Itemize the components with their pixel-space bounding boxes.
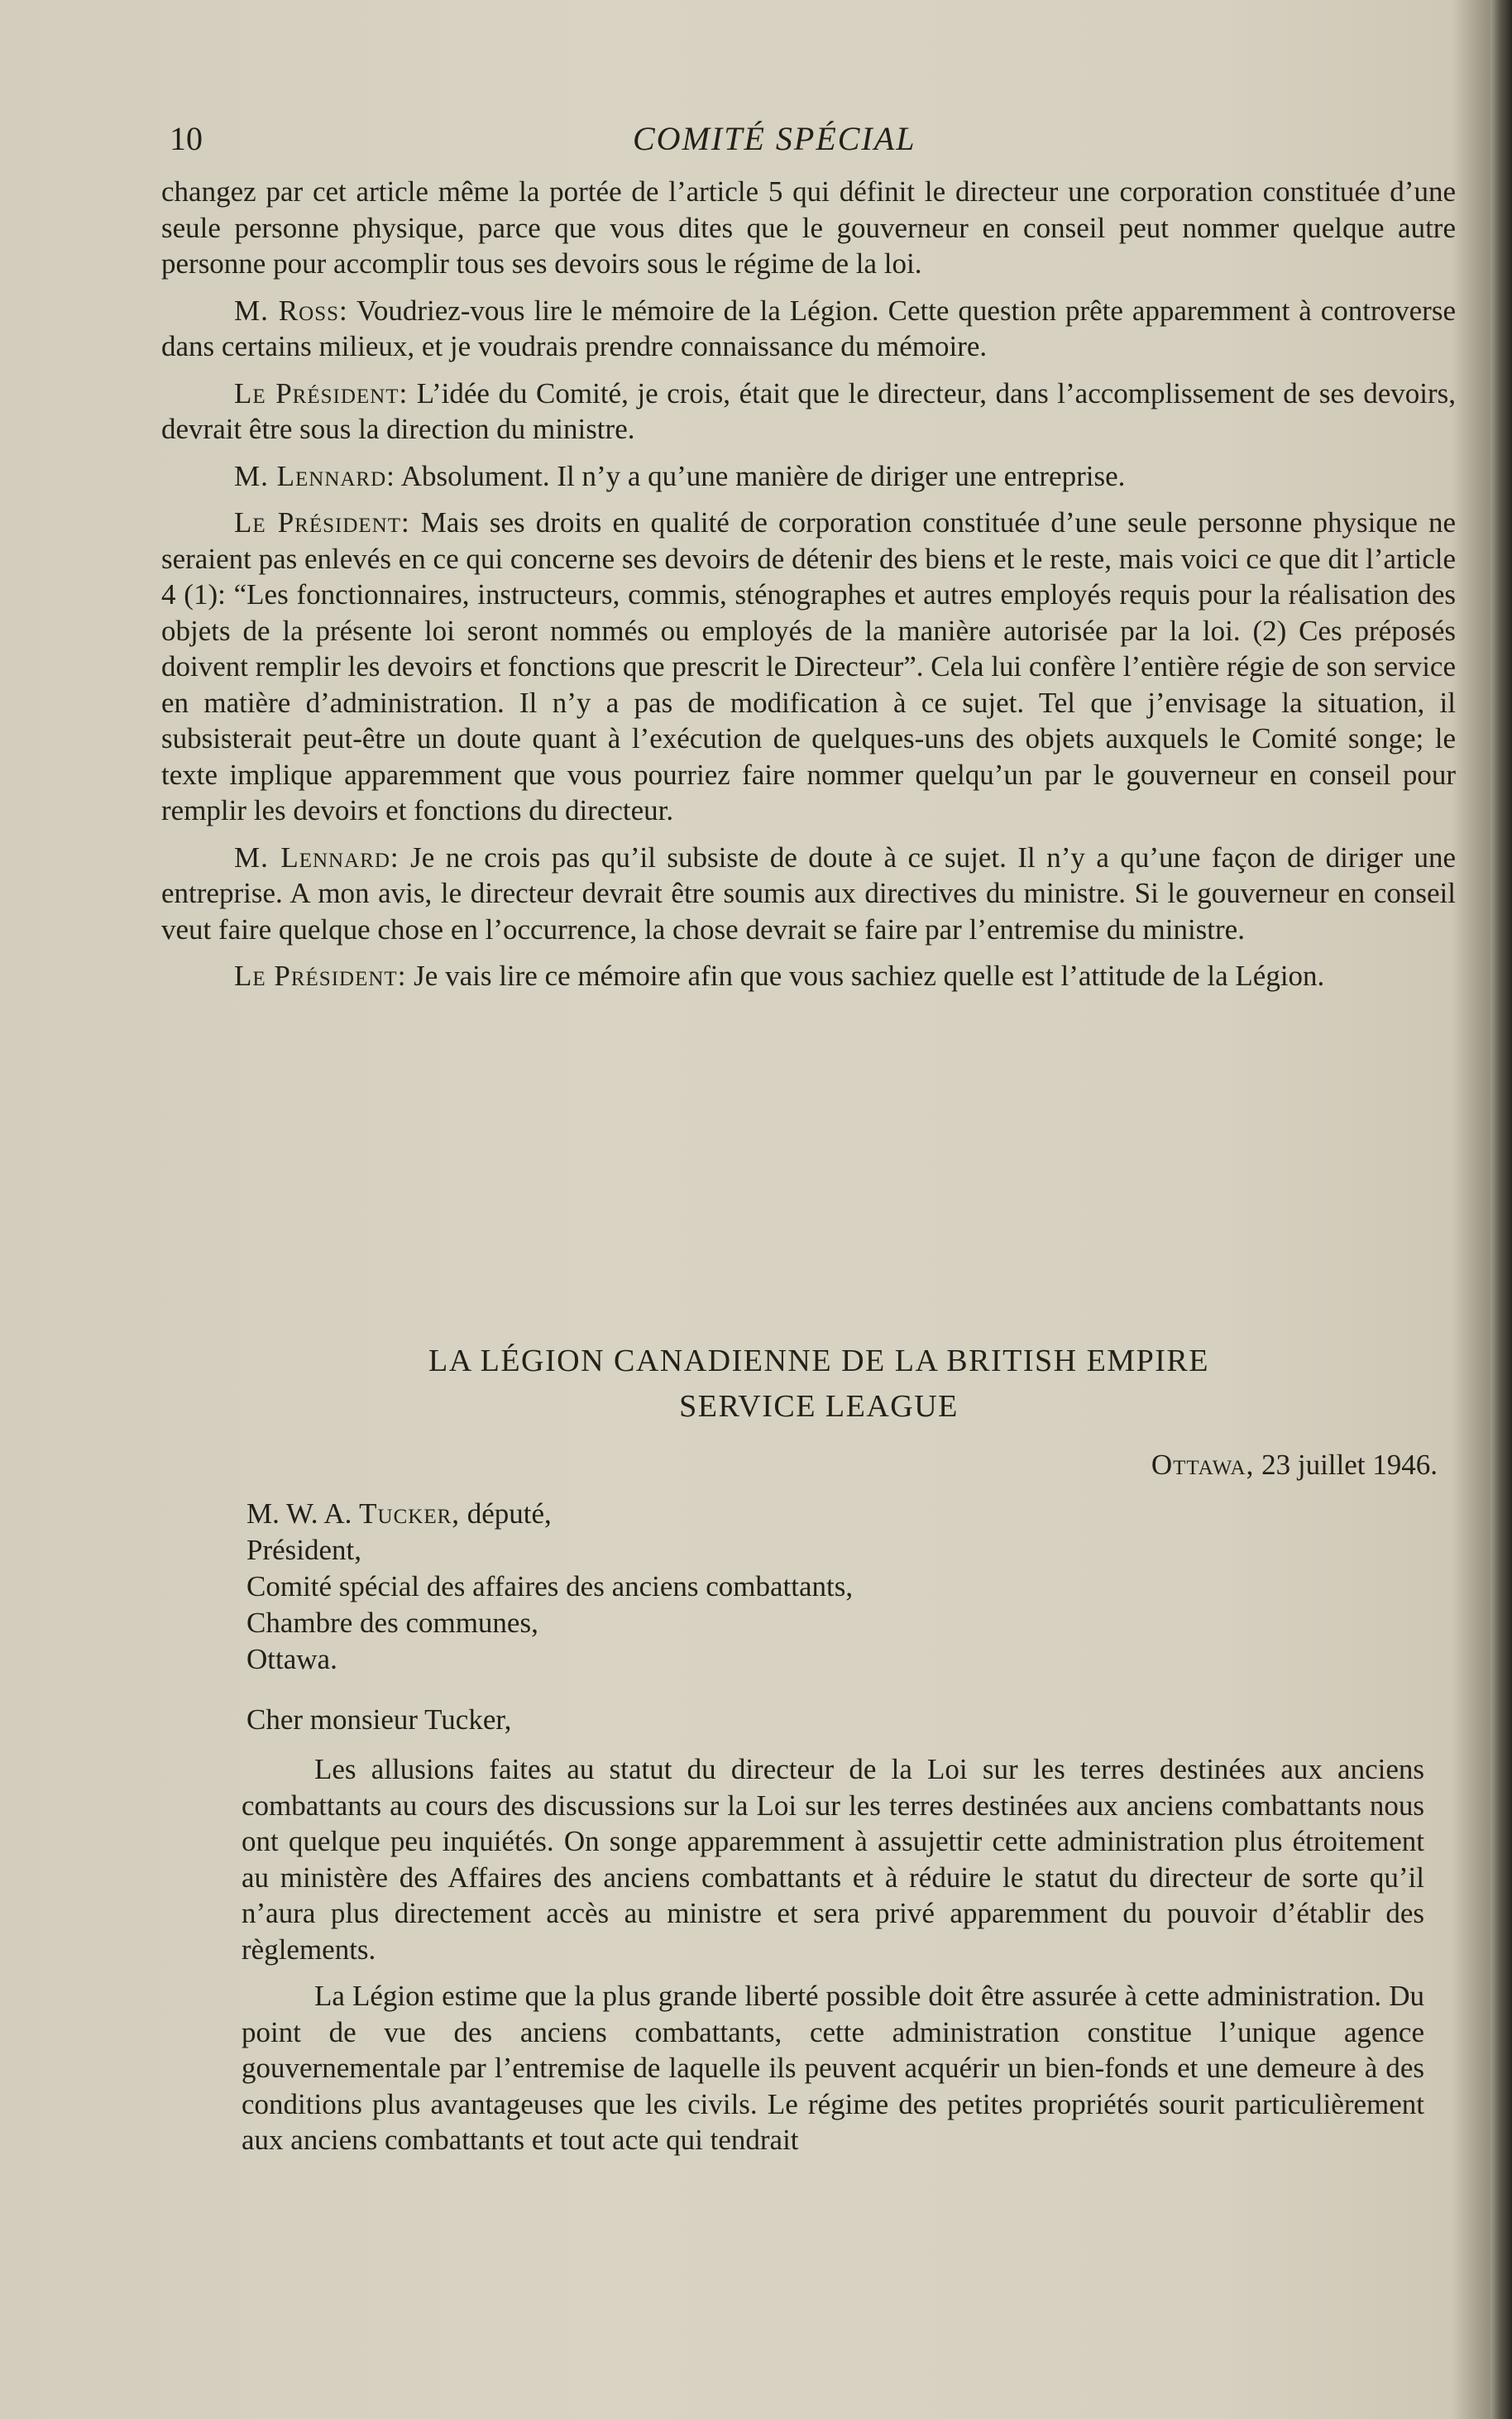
salutation: Cher monsieur Tucker,: [246, 1703, 512, 1736]
transcript-body: [161, 174, 1456, 1005]
addressee-name: Tucker,: [359, 1497, 461, 1530]
addressee-line: [246, 1496, 1322, 1532]
speech-text: Absolument. Il n’y a qu’une manière de diriger une entreprise.: [395, 459, 1126, 492]
address-line-4: Chambre des communes,: [246, 1607, 538, 1639]
date-place: Ottawa,: [1151, 1449, 1255, 1481]
addressee-prefix: M. W. A.: [246, 1497, 360, 1530]
binding-edge: [1490, 0, 1512, 2419]
letter-heading: [248, 1339, 1390, 1430]
speaker-name: M. Ross:: [234, 294, 348, 327]
speech-text: Voudriez-vous lire le mémoire de la Légion. Cette question prête apparemment à controverse dans certains milieux, et je voudrais prendre connaissance du mémoire.: [161, 294, 1456, 362]
speech-text: Mais ses droits en qualité de corporation constituée d’une seule personne physique ne seraient pas enlevés en ce qui concerne ses devoirs de détenir des biens et le reste, mais voici ce que dit l’article 4 (1): “Les fonctionnaires, instructeurs, commis, sténographes et autres employés requis pour la réalisation des objets de la présente loi seront nommés ou employés de la manière autorisée par la loi. (2) Ces préposés doivent remplir les devoirs et fonctions que prescrit le Directeur”. Cela lui confère l’entière régie de son service en matière d’administration. Il n’y a pas de modification à ce sujet. Tel que j’envisage la situation, il subsisterait peut-être un doute quant à l’exécution de quelques-uns des objets auxquels le Comité songe; le texte implique apparemment que vous pourriez faire nommer quelqu’un par le gouverneur en conseil pour remplir les devoirs et fonctions du directeur.: [161, 506, 1456, 826]
paragraph-president-3: [161, 958, 1456, 994]
letter-heading-line-2: SERVICE LEAGUE: [679, 1389, 959, 1424]
speech-text: L’idée du Comité, je crois, était que le directeur, dans l’accomplissement de ses devoirs, devrait être sous la direction du ministre.: [161, 376, 1456, 445]
addressee-suffix: député,: [460, 1497, 552, 1530]
page-number: 10: [170, 120, 203, 157]
paragraph-lennard-2: [161, 840, 1456, 948]
address-line-3: Comité spécial des affaires des anciens combattants,: [246, 1570, 854, 1602]
speaker-name: Le Président:: [234, 506, 410, 539]
speaker-name: M. Lennard:: [234, 841, 400, 874]
letter-paragraph-1: Les allusions faites au statut du directeur de la Loi sur les terres destinées aux anciens combattants au cours des discussions sur la Loi sur les terres destinées aux anciens combattants nous ont quelque peu inquiétés. On songe apparemment à assujettir cette administration plus étroitement au ministère des Affaires des anciens combattants et à réduire le statut du directeur de sorte qu’il n’aura plus directement accès au ministre et sera privé apparemment du pouvoir d’établir des règlements.: [242, 1753, 1424, 1966]
address-line-5: Ottawa.: [246, 1643, 337, 1675]
paragraph-president-1: [161, 376, 1456, 448]
paragraph-president-2: [161, 505, 1456, 829]
letter-heading-line-1: LA LÉGION CANADIENNE DE LA BRITISH EMPIRE: [428, 1344, 1209, 1378]
paragraph-lennard-1: [161, 458, 1456, 495]
running-head: [170, 114, 1460, 164]
paragraph-ross: [161, 293, 1456, 365]
speech-text: Je vais lire ce mémoire afin que vous sachiez quelle est l’attitude de la Légion.: [406, 960, 1325, 992]
address-line-2: Président,: [246, 1534, 362, 1566]
date-value: 23 juillet 1946.: [1254, 1449, 1438, 1481]
letter-date: [1151, 1446, 1438, 1484]
address-block: [246, 1496, 1322, 1678]
speaker-name: M. Lennard:: [234, 459, 395, 492]
speech-text: Je ne crois pas qu’il subsiste de doute à ce sujet. Il n’y a qu’une façon de diriger une entreprise. A mon avis, le directeur devrait être soumis aux directives du ministre. Si le gouverneur en conseil veut faire quelque chose en l’occurrence, la chose devrait se faire par l’entremise du ministre.: [161, 841, 1456, 946]
letter-body: [242, 1751, 1424, 2169]
letter-paragraph-2: La Légion estime que la plus grande liberté possible doit être assurée à cette administration. Du point de vue des anciens combattants, cette administration constitue l’unique agence gouvernementale par l’entremise de laquelle ils peuvent acquérir un bien-fonds et une demeure à des conditions plus avantageuses que les civils. Le régime des petites propriétés sourit particulièrement aux anciens combattants et tout acte qui tendrait: [242, 1980, 1424, 2156]
running-title: COMITÉ SPÉCIAL: [633, 120, 916, 157]
paragraph-continuation: changez par cet article même la portée de l’article 5 qui définit le directeur une corporation constituée d’une seule personne physique, parce que vous dites que le gouverneur en conseil peut nommer quelque autre personne pour accomplir tous ses devoirs sous le régime de la loi.: [161, 175, 1456, 280]
speaker-name: Le Président:: [234, 376, 409, 410]
speaker-name: Le Président:: [234, 960, 407, 992]
